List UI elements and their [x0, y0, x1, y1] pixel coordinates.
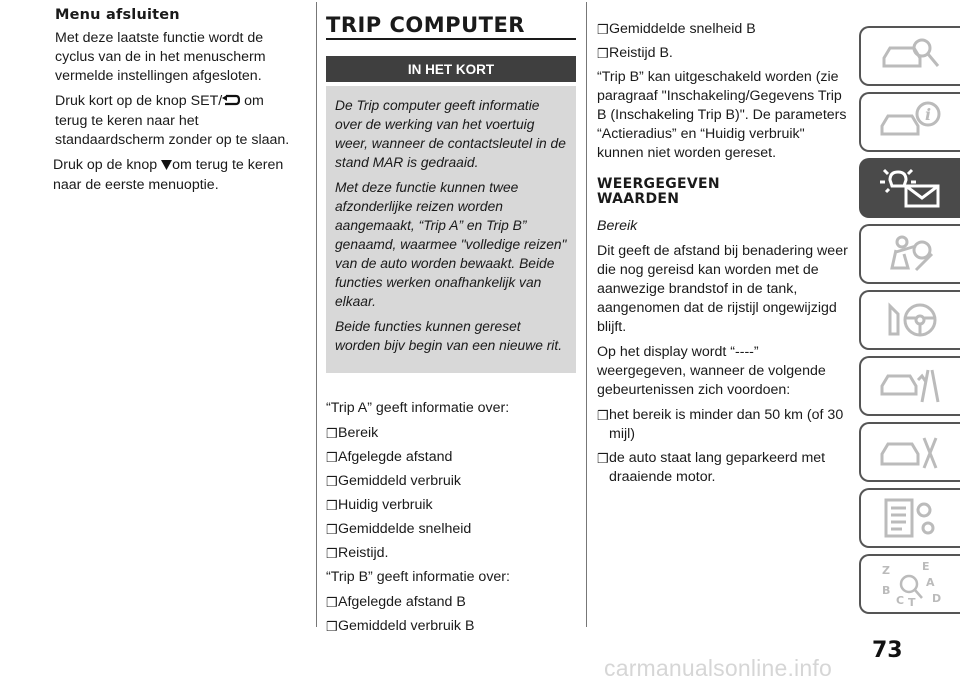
return-arrow-icon	[222, 93, 240, 112]
triangle-down-icon	[161, 157, 172, 176]
summary-paragraph: Beide functies kunnen gereset worden bijv begin van een nieuwe rit.	[335, 319, 563, 353]
page-number: 73	[872, 638, 903, 663]
paragraph: Met deze laatste functie wordt de cyclus van de in het menuscherm vermelde instellingen afgesloten.	[55, 30, 266, 84]
paragraph: Druk op de knop om terug te keren naar de eerste menuoptie.	[53, 157, 284, 193]
car-road-icon	[876, 362, 946, 410]
list-item: ❒ Afgelegde afstand B	[326, 594, 466, 610]
document-gear-icon	[876, 494, 946, 542]
column-3	[597, 20, 849, 492]
list-item: ❒ Reistijd.	[326, 545, 389, 561]
list-item: ❒ Gemiddeld verbruik	[326, 473, 462, 489]
trip-b-list	[326, 593, 576, 636]
car-tools-icon	[876, 428, 946, 476]
svg-text:C: C	[895, 594, 904, 607]
list-item: ❒ Gemiddelde snelheid	[326, 521, 472, 537]
airbag-person-icon	[876, 230, 946, 278]
paragraph: Druk kort op de knop SET/ om terug te keren naar het standaardscherm zonder op te slaan.	[55, 93, 290, 148]
summary-paragraph: Met deze functie kunnen twee afzonderlijke reizen worden aangemaakt, “Trip A” en Trip B” genaamd, waarmee "volledige reizen" van de auto worden bewaakt. Beide functies werken onafhankelijk van elkaar.	[335, 180, 567, 309]
chapter-tabs	[859, 26, 960, 620]
list-item: ❒ de auto staat lang geparkeerd met draaiende motor.	[597, 450, 826, 485]
list-item: ❒ Afgelegde afstand	[326, 449, 453, 465]
car-info-icon	[876, 98, 946, 146]
values-section-title: WEERGEGEVEN WAARDEN	[597, 176, 720, 207]
steering-oil-icon	[876, 296, 946, 344]
column-2	[326, 13, 576, 641]
paragraph: Dit geeft de afstand bij benadering weer die nog gereisd kan worden met de aanwezige brandstof in de tank, aangenomen dat de rijstijl ongewijzigd blijft.	[597, 243, 848, 335]
summary-box	[326, 86, 576, 373]
tab-index[interactable]	[859, 554, 960, 614]
trip-b-note: “Trip B” kan uitgeschakeld worden (zie paragraaf "Inschakeling/Gegevens Trip B (Inschakeling Trip B)". De parameters “Actieradius” en “Huidig verbruik" kunnen niet worden gereset.	[597, 69, 847, 161]
svg-text:E: E	[921, 560, 930, 573]
svg-text:A: A	[925, 576, 935, 589]
trip-b-intro: “Trip B” geeft informatie over:	[326, 569, 510, 585]
tab-technical-data[interactable]	[859, 488, 960, 548]
bereik-subheading: Bereik	[597, 218, 638, 234]
list-item: ❒ Gemiddeld verbruik B	[326, 618, 475, 634]
svg-text:T: T	[907, 596, 916, 608]
list-item: ❒ Reistijd B.	[597, 45, 673, 61]
tab-car-search[interactable]	[859, 26, 960, 86]
svg-text:D: D	[931, 592, 941, 605]
column-divider-1	[316, 2, 317, 627]
warning-light-mail-icon	[876, 164, 946, 212]
svg-text:Z: Z	[881, 564, 890, 577]
svg-text:B: B	[881, 584, 890, 597]
tab-maintenance[interactable]	[859, 422, 960, 482]
list-item: ❒ Gemiddelde snelheid B	[597, 21, 756, 37]
trip-a-list	[326, 424, 576, 563]
alphabet-index-icon	[876, 560, 946, 608]
list-item: ❒ Bereik	[326, 425, 379, 441]
column-1	[55, 6, 295, 201]
tab-car-info[interactable]	[859, 92, 960, 152]
tab-warning-lights[interactable]	[859, 158, 960, 218]
tab-safety[interactable]	[859, 224, 960, 284]
summary-paragraph: De Trip computer geeft informatie over de werking van het voertuig weer, wanneer de contactsleutel in de stand MAR is gedraaid.	[335, 98, 566, 170]
car-search-icon	[876, 32, 946, 80]
section-title: TRIP COMPUTER	[326, 16, 576, 40]
watermark: carmanualsonline.info	[604, 655, 832, 681]
summary-band: IN HET KORT	[326, 56, 576, 82]
paragraph: Op het display wordt “----” weergegeven, wanneer de volgende gebeurtenissen zich voordoen:	[597, 344, 826, 398]
tab-starting-driving[interactable]	[859, 290, 960, 350]
list-item: ❒ het bereik is minder dan 50 km (of 30 mijl)	[597, 407, 844, 442]
list-item: ❒ Huidig verbruik	[326, 497, 433, 513]
menu-afsluiten-heading: Menu afsluiten	[55, 7, 180, 23]
svg-text:i: i	[924, 105, 931, 124]
tab-emergency[interactable]	[859, 356, 960, 416]
trip-a-intro: “Trip A” geeft informatie over:	[326, 400, 510, 416]
column-divider-2	[586, 2, 587, 627]
